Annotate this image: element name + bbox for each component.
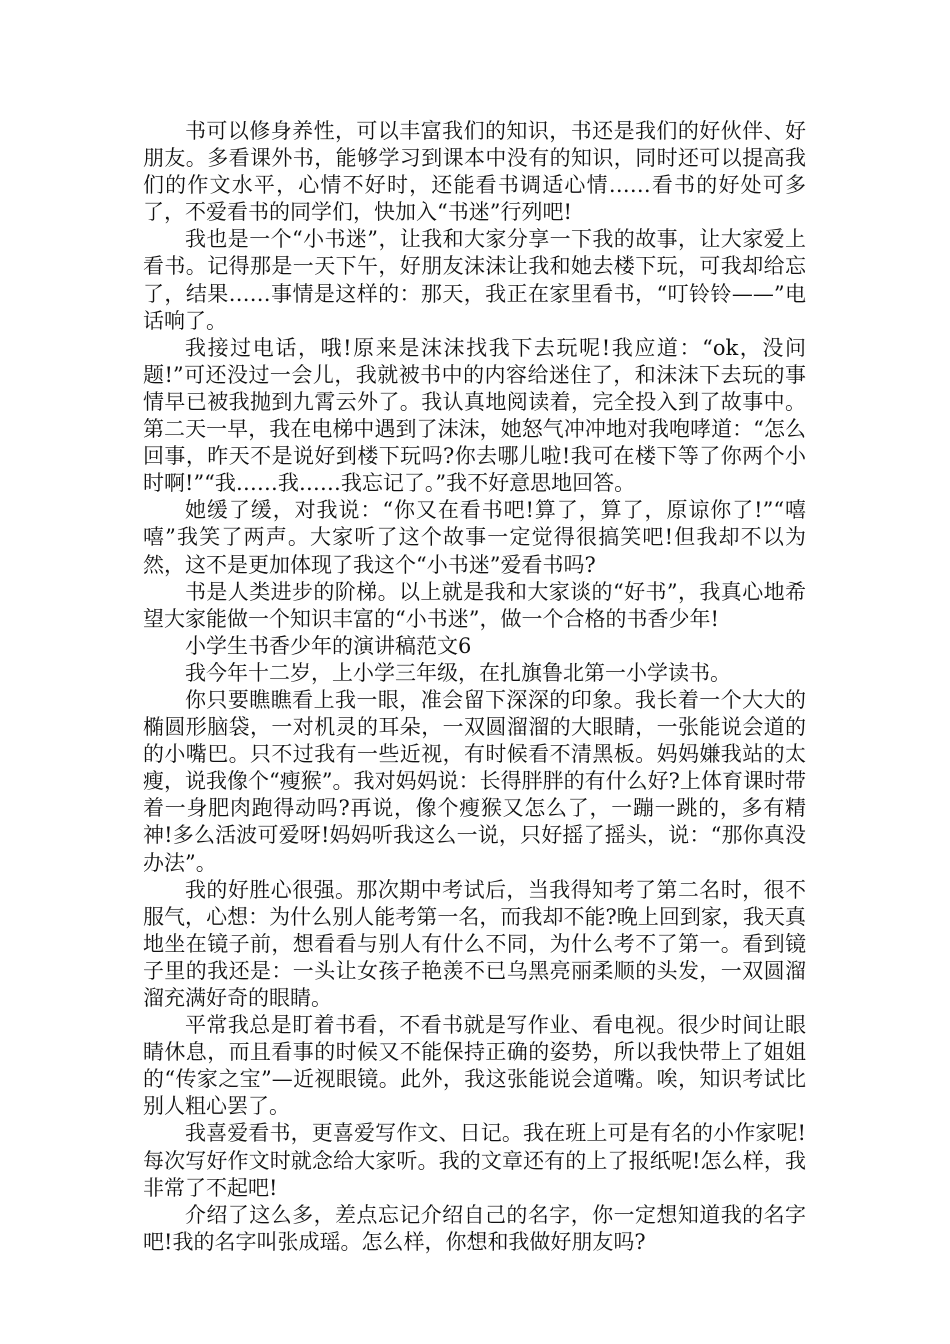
document-body xyxy=(143,118,806,1256)
section-heading: 小学生书香少年的演讲稿范文6 xyxy=(185,633,472,658)
paragraph-little-bookworm-intro: 我也是一个“小书迷”，让我和大家分享一下我的故事，让大家爱上看书。记得那是一天下午，好朋友沫沫让我和她去楼下玩，可我却给忘了，结果……事情是这样的：那天，我正在家里看书，“叮铃铃——”电话响了。 xyxy=(143,227,806,333)
paragraph-conclusion: 书是人类进步的阶梯。以上就是我和大家谈的“好书”，我真心地希望大家能做一个知识丰富的“小书迷”，做一个合格的书香少年! xyxy=(143,579,806,631)
paragraph-competitiveness: 我的好胜心很强。那次期中考试后，当我得知考了第二名时，很不服气，心想：为什么别人能考第一名，而我却不能?晚上回到家，我天真地坐在镜子前，想看看与别人有什么不同，为什么考不了第一。看到镜子里的我还是：一头让女孩子艳羡不已乌黑亮丽柔顺的头发，一双圆溜溜充满好奇的眼睛。 xyxy=(143,877,806,1010)
paragraph-reading-benefits: 书可以修身养性，可以丰富我们的知识，书还是我们的好伙伴、好朋友。多看课外书，能够学习到课本中没有的知识，同时还可以提高我们的作文水平，心情不好时，还能看书调适心情……看书的好处可多了，不爱看书的同学们，快加入“书迷”行列吧! xyxy=(143,119,806,225)
paragraph-name-reveal: 介绍了这么多，差点忘记介绍自己的名字，你一定想知道我的名字吧!我的名字叫张成瑶。怎么样，你想和我做好朋友吗? xyxy=(143,1202,806,1254)
paragraph-self-introduction: 我今年十二岁，上小学三年级，在扎旗鲁北第一小学读书。 xyxy=(185,660,731,685)
paragraph-writing-hobby: 我喜爱看书，更喜爱写作文、日记。我在班上可是有名的小作家呢!每次写好作文时就念给大家听。我的文章还有的上了报纸呢!怎么样，我非常了不起吧! xyxy=(143,1121,806,1200)
paragraph-myopia: 平常我总是盯着书看，不看书就是写作业、看电视。很少时间让眼睛休息，而且看事的时候又不能保持正确的姿势，所以我快带上了姐姐的“传家之宝”—近视眼镜。此外，我这张能说会道嘴。唉，知识考试比别人粗心罢了。 xyxy=(143,1013,806,1119)
paragraph-forgiveness: 她缓了缓，对我说：“你又在看书吧!算了，算了，原谅你了!”“嘻嘻”我笑了两声。大家听了这个故事一定觉得很搞笑吧!但我却不以为然，这不是更加体现了我这个“小书迷”爱看书吗? xyxy=(143,498,806,577)
paragraph-appearance: 你只要瞧瞧看上我一眼，准会留下深深的印象。我长着一个大大的椭圆形脑袋，一对机灵的耳朵，一双圆溜溜的大眼睛，一张能说会道的的小嘴巴。只不过我有一些近视，有时候看不清黑板。妈妈嫌我站的太瘦，说我像个“瘦猴”。我对妈妈说：长得胖胖的有什么好?上体育课时带着一身肥肉跑得动吗?再说，像个瘦猴又怎么了，一蹦一跳的，多有精神!多么活波可爱呀!妈妈听我这么一说，只好摇了摇头，说：“那你真没办法”。 xyxy=(143,687,806,875)
paragraph-phone-call-story: 我接过电话，哦!原来是沫沫找我下去玩呢!我应道：“ok，没问题!”可还没过一会儿，我就被书中的内容给迷住了，和沫沫下去玩的事情早已被我抛到九霄云外了。我认真地阅读着，完全投入到了故事中。第二天一早，我在电梯中遇到了沫沫，她怒气冲冲地对我咆哮道：“怎么回事，昨天不是说好到楼下玩吗?你去哪儿啦!我可在楼下等了你两个小时啊!”“我……我……我忘记了。”我不好意思地回答。 xyxy=(143,335,806,496)
